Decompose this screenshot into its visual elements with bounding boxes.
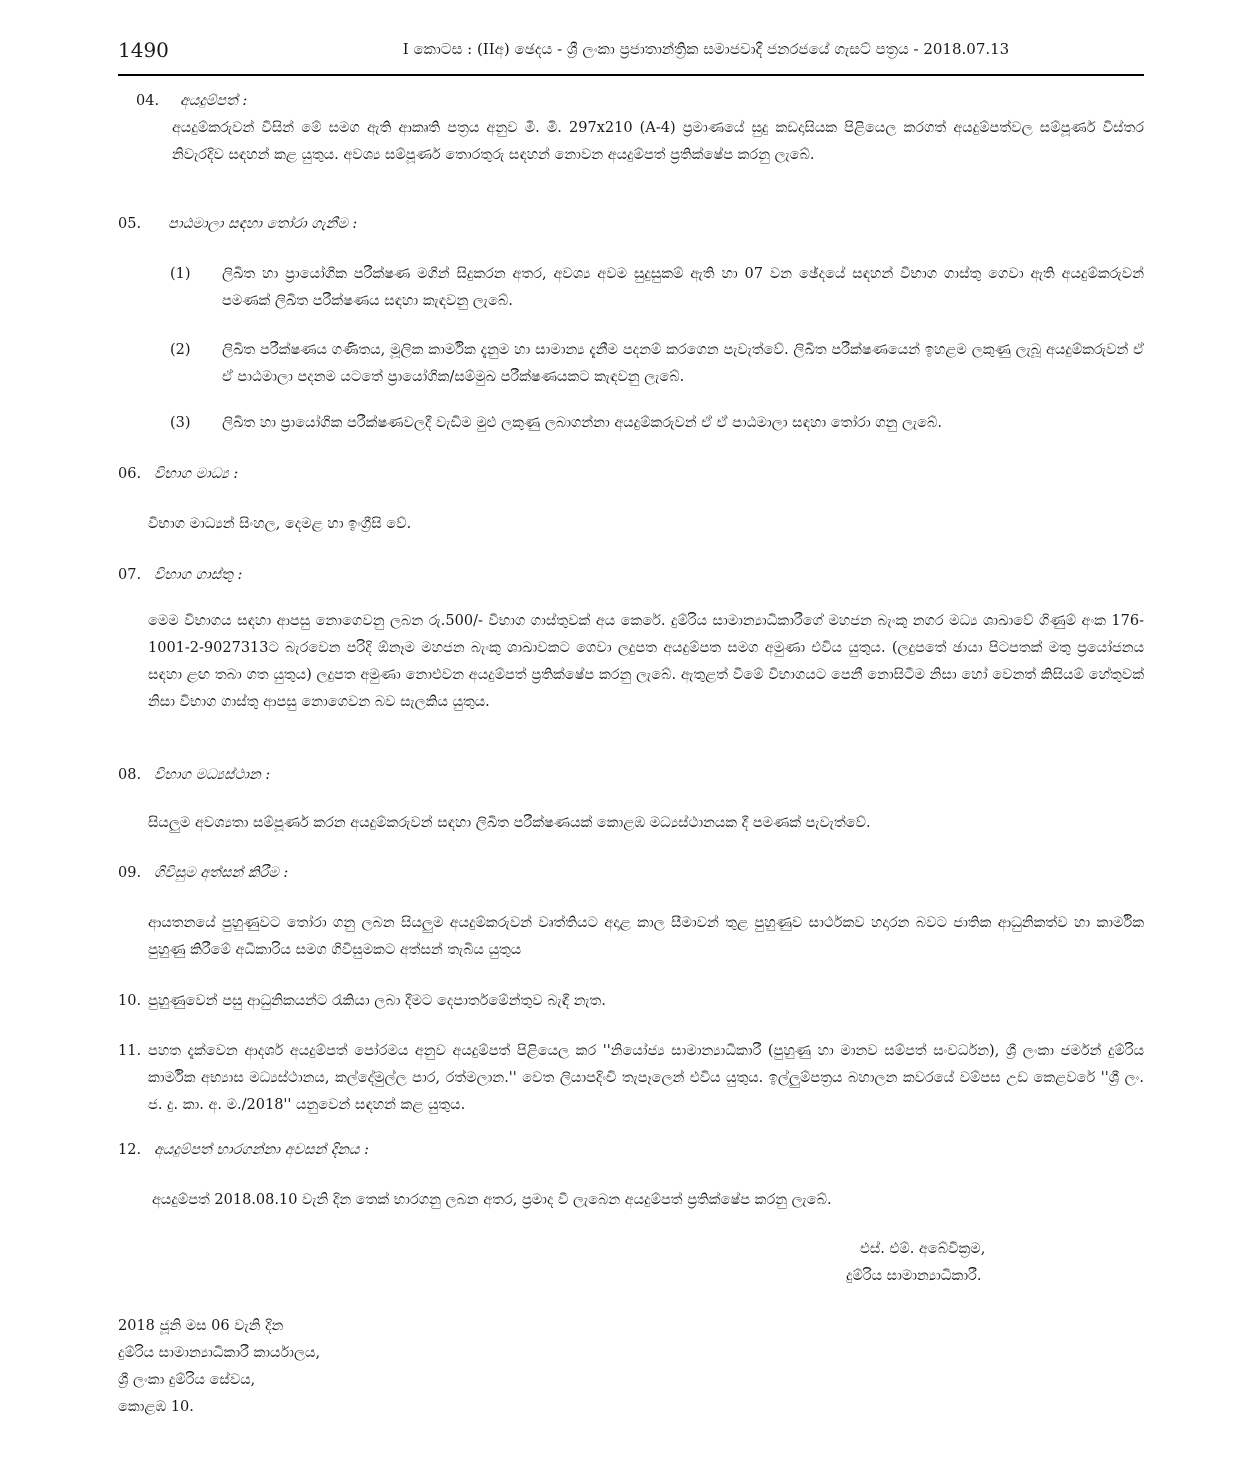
section-05	[118, 211, 1144, 441]
section-body: පුහුණුවෙන් පසු ආධුනිකයන්ට රැකියා ලබා දීමට දෙපාර්තමේන්තුව බැඳී නැත.	[148, 993, 606, 1009]
section-body: අයදුම්පත් 2018.08.10 වැනි දින තෙක් භාරගනු ලබන අතර, ප්‍රමාද වී ලැබෙන අයදුම්පත් ප්‍රතික්ෂේප කරනු ලැබේ.	[152, 1192, 832, 1208]
section-07	[118, 562, 1144, 742]
header-rule	[118, 74, 1144, 76]
section-number: 10.	[118, 993, 142, 1009]
section-06	[118, 461, 1144, 541]
section-title: විභාග මධ්‍යස්ථාන :	[154, 767, 271, 783]
signature-block	[846, 1236, 1146, 1296]
signatory-designation: දුම්රිය සාමාන්‍යාධිකාරී.	[846, 1268, 982, 1284]
issuing-office-block	[118, 1313, 618, 1425]
section-number: 11.	[118, 1043, 142, 1059]
item-number: (2)	[170, 342, 191, 358]
section-body: ආයතනයේ පුහුණුවට තෝරා ගනු ලබන සියලුම අයදුම්කරුවන් වෘත්තියට අදාළ කාල සීමාවන් තුළ පුහුණුව සාර්ථකව හදාරන බවට ජාතික ආධුනිකත්ව හා කාර්මික පුහුණු කිරීමේ අධිකාරිය සමග ගිවිසුමකට අත්සන් තැබිය යුතුය	[148, 915, 1144, 958]
section-body: මෙම විභාගය සඳහා ආපසු නොගෙවනු ලබන රු.500/- විභාග ගාස්තුවක් අය කෙරේ. දුම්රිය සාමාන්‍යාධිකාරීගේ මහජන බැංකු නගර මධ්‍ය ශාඛාවේ ගිණුම් අංක 176-1001-2-9027313ට බැරවෙන පරිදි ඕනෑම මහජන බැංකු ශාඛාවකට ගෙවා ලදුපත අයදුම්පත සමග අමුණා එවිය යුතුය. (ලදුපතේ ඡායා පිටපතක් මතු ප්‍රයෝජනය සඳහා ළඟ තබා ගත යුතුය) ලදුපත අමුණා නොඑවන අයදුම්පත් ප්‍රතික්ෂේප කරනු ලැබේ. ඇතුළත් වීමේ විභාගයට පෙනී නොසිටීම නිසා හෝ වෙනත් කිසියම් හේතුවක් නිසා විභාග ගාස්තු ආපසු නොගෙවන බව සැලකිය යුතුය.	[148, 613, 1144, 710]
section-number: 12.	[118, 1142, 142, 1158]
item-text: ලිඛිත හා ප්‍රායෝගික පරීක්ෂණ මගින් සිදුකරන අතර, අවශ්‍ය අවම සුදුසුකම් ඇති හා 07 වන ඡේදයේ සඳහන් විභාග ගාස්තු ගෙවා ඇති අයදුම්කරුවන් පමණක් ලිඛිත පරීක්ෂණය සඳහා කැඳවනු ලැබේ.	[222, 266, 1144, 309]
section-10	[118, 988, 1144, 1018]
section-title: පාඨමාලා සඳහා තෝරා ගැනීම :	[168, 216, 358, 232]
office-name: දුම්රිය සාමාන්‍යාධිකාරී කාර්යාලය,	[118, 1345, 321, 1361]
section-08	[118, 762, 1144, 842]
section-title: අයදුම්පත් :	[180, 93, 248, 109]
issue-date: 2018 ජූනි මස 06 වැනි දින	[118, 1318, 284, 1334]
section-body: විභාග මාධ්‍යන් සිංහල, දෙමළ හා ඉංග්‍රීසි වේ.	[148, 516, 412, 532]
item-text: ලිඛිත හා ප්‍රායෝගික පරීක්ෂණවලදී වැඩිම මුළු ලකුණු ලබාගන්නා අයදුම්කරුවන් ඒ ඒ පාඨමාලා සඳහා තෝරා ගනු ලැබේ.	[222, 415, 943, 431]
section-body: අයදුම්කරුවන් විසින් මේ සමග ඇති ආකෘති පත්‍රය අනුව මි. මි. 297x210 (A-4) ප්‍රමාණයේ සුදු කඩදාසියක පිළියෙල කරගත් අයදුම්පත්වල සම්පූර්ණ විස්තර නිවැරදිව සඳහන් කළ යුතුය. අවශ්‍ය සම්පූර්ණ තොරතුරු සඳහන් නොවන අයදුම්පත් ප්‍රතික්ෂේප කරනු ලැබේ.	[172, 120, 1144, 163]
city-name: කොළඹ 10.	[118, 1399, 194, 1415]
section-number: 04.	[136, 93, 160, 109]
gazette-title: I කොටස : (IIඅ) ඡෙදය - ශ්‍රී ලංකා ප්‍රජාතාන්ත්‍රික සමාජවාදී ජනරජයේ ගැසට් පත්‍රය - 2018.07.13	[402, 40, 1010, 58]
item-number: (1)	[170, 266, 191, 282]
section-11	[118, 1038, 1144, 1120]
page-header	[118, 38, 1144, 72]
section-number: 08.	[118, 767, 142, 783]
section-number: 07.	[118, 567, 142, 583]
section-09	[118, 860, 1144, 970]
department-name: ශ්‍රී ලංකා දුම්රිය සේවය,	[118, 1372, 256, 1388]
item-text: ලිඛිත පරීක්ෂණය ගණිතය, මූලික කාර්මික දැනුම හා සාමාන්‍ය දැනීම පදනම් කරගෙන පැවැත්වේ. ලිඛිත පරීක්ෂණයෙන් ඉහළම ලකුණු ලැබූ අයදුම්කරුවන් ඒ ඒ පාඨමාලා පදනම යටතේ ප්‍රායෝගික/සම්මුඛ පරීක්ෂණයකට කැඳවනු ලැබේ.	[222, 342, 1144, 385]
section-title: විභාග ගාස්තු :	[154, 567, 243, 583]
section-number: 05.	[118, 216, 142, 232]
section-04	[118, 88, 1144, 188]
page-number: 1490	[118, 38, 169, 62]
section-title: අයදුම්පත් භාරගන්නා අවසන් දිනය :	[154, 1142, 369, 1158]
section-body: සියලුම අවශ්‍යතා සම්පූර්ණ කරන අයදුම්කරුවන් සඳහා ලිඛිත පරීක්ෂණයක් කොළඹ මධ්‍යස්ථානයක දී පමණක් පැවැත්වේ.	[148, 815, 871, 831]
section-body: පහත දැක්වෙන ආදර්ශ අයදුම්පත් පෝරමය අනුව අයදුම්පත් පිළියෙල කර ''නියෝජ්‍ය සාමාන්‍යාධිකාරී (පුහුණු හා මානව සම්පත් සංවර්ධන), ශ්‍රී ලංකා ජර්මන් දුම්රිය කාර්මික අභ්‍යාස මධ්‍යස්ථානය, කල්දේමුල්ල පාර, රත්මලාන.'' වෙත ලියාපදිංචි තැපෑලෙන් එවිය යුතුය. ඉල්ලුම්පත්‍රය බහාලන කවරයේ වම්පස උඩ කෙළවරේ ''ශ්‍රී ලං. ජ. දු. කා. අ. ම./2018'' යනුවෙන් සඳහන් කළ යුතුය.	[148, 1043, 1144, 1113]
section-title: ගිවිසුම අත්සන් කිරීම :	[154, 865, 289, 881]
section-number: 09.	[118, 865, 142, 881]
section-12	[118, 1137, 1144, 1217]
section-title: විභාග මාධ්‍ය :	[154, 466, 239, 482]
item-number: (3)	[170, 415, 191, 431]
section-number: 06.	[118, 466, 142, 482]
signatory-name: එස්. එම්. අබේවික්‍රම,	[860, 1241, 986, 1257]
